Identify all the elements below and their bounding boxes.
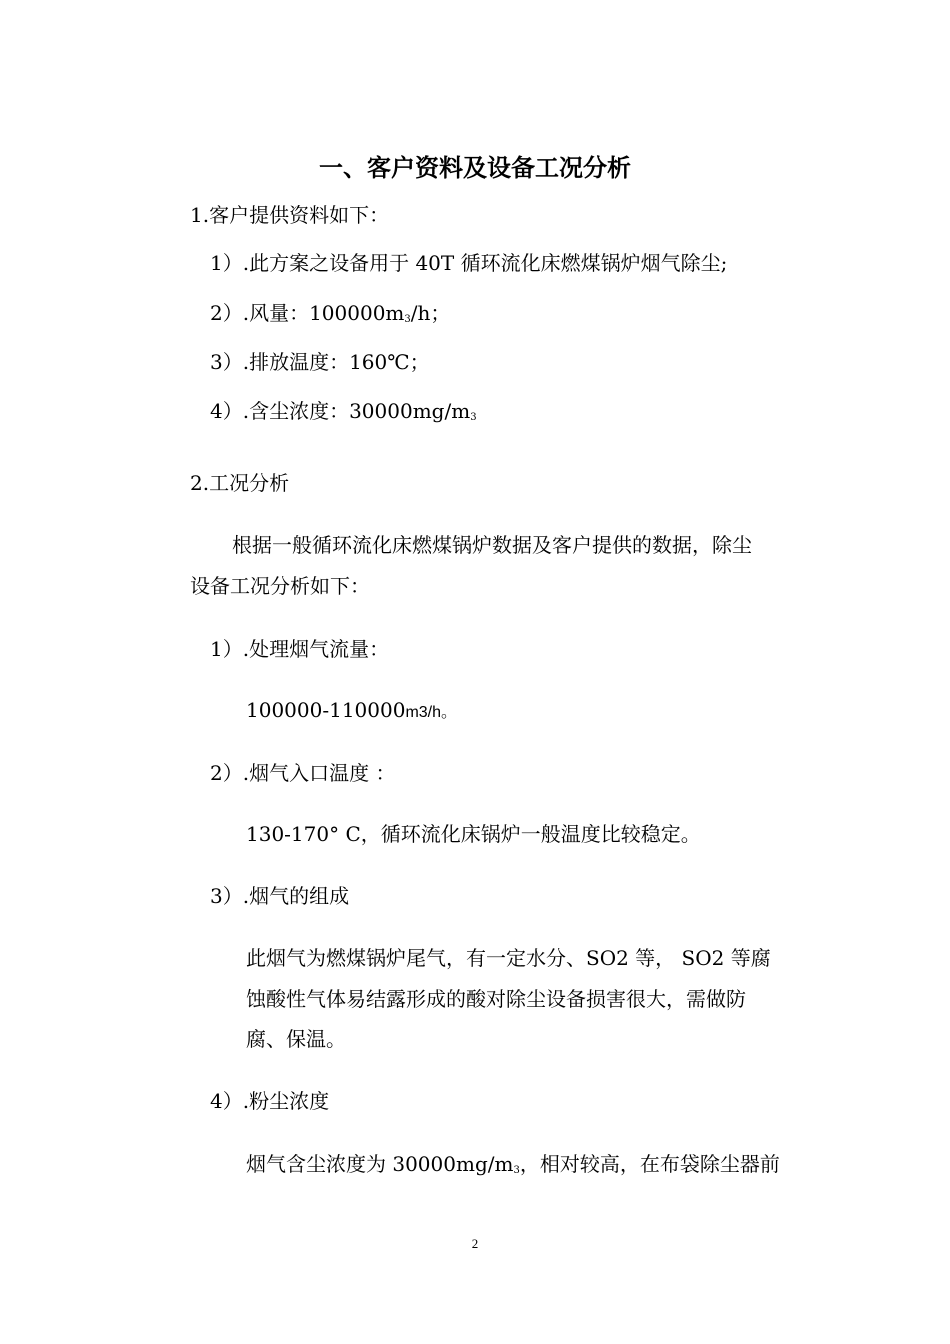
section2-item-4-line-1 bbox=[246, 1152, 780, 1183]
flow-unit: m3/h。 bbox=[405, 704, 458, 721]
page-title: 一、客户资料及设备工况分析 bbox=[319, 154, 631, 182]
flow-range: 100000-110000 bbox=[246, 698, 406, 722]
section1-item-2-tail: /h； bbox=[410, 301, 451, 325]
cubic-superscript: 3 bbox=[404, 314, 411, 325]
section2-intro-line-2: 设备工况分析如下： bbox=[190, 574, 370, 598]
section2-heading: 2.工况分析 bbox=[190, 471, 290, 495]
section1-item-4 bbox=[210, 399, 477, 430]
cubic-superscript: 3 bbox=[470, 412, 477, 423]
section2-item-2-value: 130-170° C，循环流化床锅炉一般温度比较稳定。 bbox=[246, 822, 701, 846]
section1-item-3: 3）.排放温度：160℃； bbox=[210, 350, 430, 374]
section2-item-3-line-3: 腐、保温。 bbox=[246, 1027, 346, 1051]
section2-item-3-line-2: 蚀酸性气体易结露形成的酸对除尘设备损害很大，需做防 bbox=[246, 987, 746, 1011]
dust-text-b: ，相对较高，在布袋除尘器前 bbox=[519, 1152, 780, 1176]
cubic-superscript: 3 bbox=[513, 1165, 520, 1176]
section1-heading: 1.客户提供资料如下： bbox=[190, 203, 390, 227]
section2-item-2-label: 2）.烟气入口温度 ： bbox=[210, 761, 396, 785]
dust-text-a: 烟气含尘浓度为 30000mg/m bbox=[246, 1152, 514, 1176]
section1-item-2-text: 2）.风量：100000m bbox=[210, 301, 405, 325]
section2-item-1-label: 1）.处理烟气流量： bbox=[210, 637, 390, 661]
section2-item-4-label: 4）.粉尘浓度 bbox=[210, 1089, 330, 1113]
section1-item-2 bbox=[210, 301, 450, 332]
section2-item-3-line-1: 此烟气为燃煤锅炉尾气，有一定水分、SO2 等， SO2 等腐 bbox=[246, 946, 771, 970]
section2-item-3-label: 3）.烟气的组成 bbox=[210, 884, 350, 908]
section2-intro-line-1: 根据一般循环流化床燃煤锅炉数据及客户提供的数据，除尘 bbox=[232, 533, 752, 557]
section2-item-1-value bbox=[246, 698, 457, 725]
page-number: 2 bbox=[471, 1236, 479, 1251]
section1-item-1: 1）.此方案之设备用于 40T 循环流化床燃煤锅炉烟气除尘; bbox=[210, 251, 728, 275]
section1-item-4-text: 4）.含尘浓度：30000mg/m bbox=[210, 399, 471, 423]
